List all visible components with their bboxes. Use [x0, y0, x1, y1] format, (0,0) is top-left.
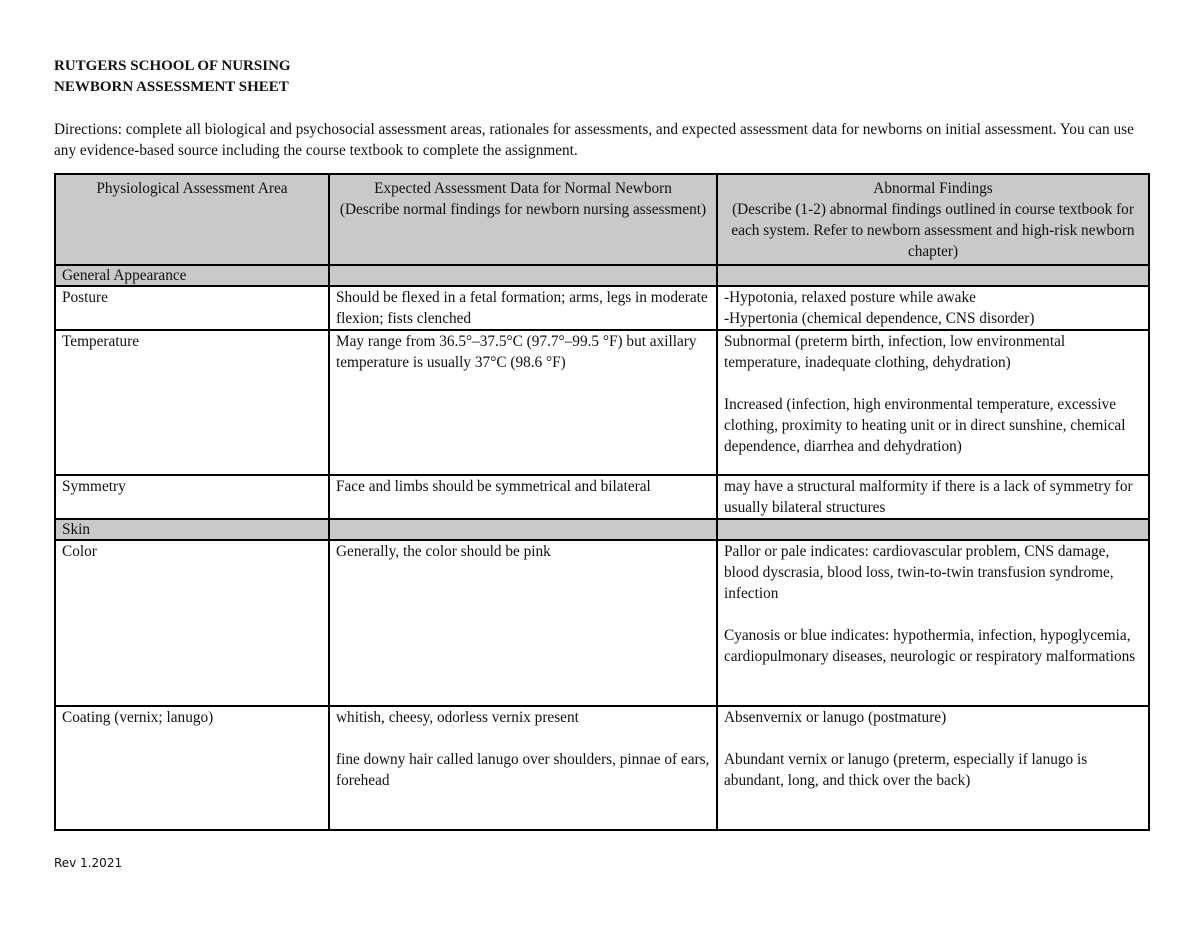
- area-cell: Symmetry: [55, 475, 329, 519]
- abnormal-cell: Subnormal (preterm birth, infection, low environmental temperature, inadequate clothing, dehydration) Increased (infection, high environmental temperature, excessive clothing, proximity to heating unit or in direct sunshine, chemical dependence, diarrhea and dehydration): [717, 330, 1149, 475]
- assessment-table: [54, 173, 1150, 831]
- column-header-normal: Expected Assessment Data for Normal Newborn (Describe normal findings for newborn nursing assessment): [329, 174, 717, 265]
- sheet-title: NEWBORN ASSESSMENT SHEET: [54, 79, 289, 95]
- normal-cell: whitish, cheesy, odorless vernix present fine downy hair called lanugo over shoulders, pinnae of ears, forehead: [329, 706, 717, 830]
- section-cell-empty: [717, 519, 1149, 540]
- table-row-posture: [55, 286, 1149, 330]
- directions-text: Directions: complete all biological and psychosocial assessment areas, rationales for assessments, and expected assessment data for newborns on initial assessment. You can use any evidence-based source including the course textbook to complete the assignment.: [54, 121, 1134, 159]
- normal-cell: Should be flexed in a fetal formation; arms, legs in moderate flexion; fists clenched: [329, 286, 717, 330]
- table-row-temperature: [55, 330, 1149, 475]
- table-row-color: [55, 540, 1149, 706]
- area-cell: Coating (vernix; lanugo): [55, 706, 329, 830]
- section-title: Skin: [55, 519, 329, 540]
- table-row-coating: [55, 706, 1149, 830]
- column-header-area: Physiological Assessment Area: [55, 174, 329, 265]
- abnormal-cell: Pallor or pale indicates: cardiovascular problem, CNS damage, blood dyscrasia, blood loss, twin-to-twin transfusion syndrome, infection Cyanosis or blue indicates: hypothermia, infection, hypoglycemia, cardiopulmonary diseases, neurologic or respiratory malformations: [717, 540, 1149, 706]
- document-heading: [54, 56, 291, 98]
- abnormal-cell: Absenvernix or lanugo (postmature) Abundant vernix or lanugo (preterm, especially if lanugo is abundant, long, and thick over the back): [717, 706, 1149, 830]
- abnormal-cell: -Hypotonia, relaxed posture while awake -Hypertonia (chemical dependence, CNS disorder): [717, 286, 1149, 330]
- school-name: RUTGERS SCHOOL OF NURSING: [54, 58, 291, 74]
- section-title: General Appearance: [55, 265, 329, 286]
- section-row-skin: [55, 519, 1149, 540]
- section-cell-empty: [329, 265, 717, 286]
- abnormal-cell: may have a structural malformity if there is a lack of symmetry for usually bilateral structures: [717, 475, 1149, 519]
- area-cell: Color: [55, 540, 329, 706]
- revision-footer: Rev 1.2021: [54, 856, 123, 870]
- normal-cell: Face and limbs should be symmetrical and bilateral: [329, 475, 717, 519]
- section-row-general-appearance: [55, 265, 1149, 286]
- column-header-abnormal: Abnormal Findings (Describe (1-2) abnormal findings outlined in course textbook for each system. Refer to newborn assessment and high-risk newborn chapter): [717, 174, 1149, 265]
- table-row-symmetry: [55, 475, 1149, 519]
- area-cell: Temperature: [55, 330, 329, 475]
- section-cell-empty: [329, 519, 717, 540]
- area-cell: Posture: [55, 286, 329, 330]
- section-cell-empty: [717, 265, 1149, 286]
- normal-cell: Generally, the color should be pink: [329, 540, 717, 706]
- table-header-row: [55, 174, 1149, 265]
- normal-cell: May range from 36.5°–37.5°C (97.7°–99.5 °F) but axillary temperature is usually 37°C (98.6 °F): [329, 330, 717, 475]
